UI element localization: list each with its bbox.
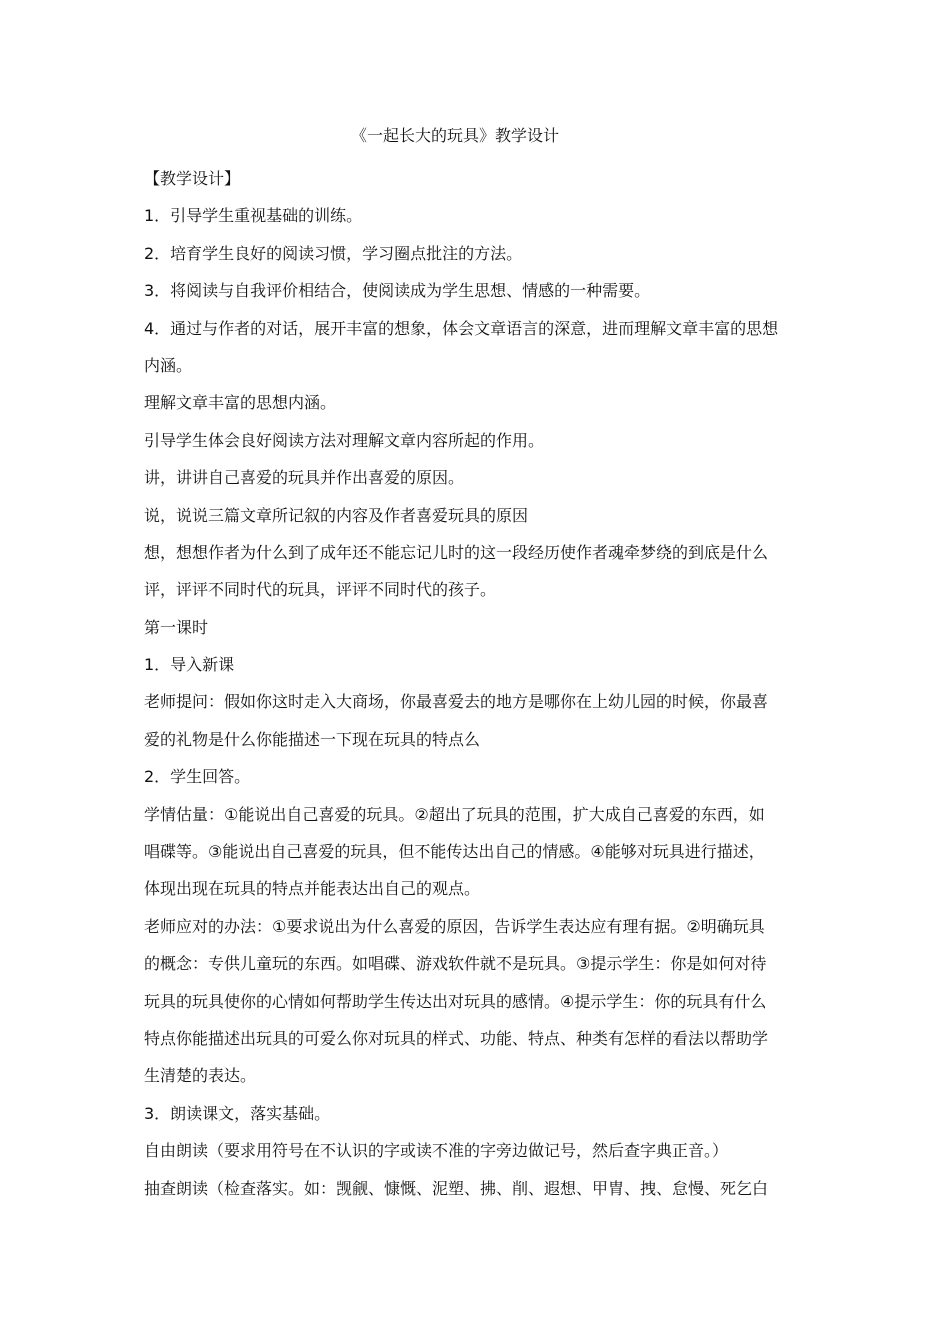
paragraph-line: 玩具的玩具使你的心情如何帮助学生传达出对玩具的感情。④提示学生：你的玩具有什么 (144, 991, 767, 1011)
paragraph-line: 抽查朗读（检查落实。如：觊觎、慷慨、泥塑、拂、削、遐想、甲胄、拽、怠慢、死乞白 (144, 1178, 769, 1198)
paragraph-line: 4．通过与作者的对话，展开丰富的想象，体会文章语言的深意，进而理解文章丰富的思想 (144, 318, 779, 338)
paragraph-line: 2．培育学生良好的阅读习惯，学习圈点批注的方法。 (144, 243, 523, 263)
paragraph-line: 1．导入新课 (144, 655, 235, 675)
paragraph-line: 3．朗读课文，落实基础。 (144, 1103, 331, 1123)
paragraph-line: 内涵。 (144, 355, 193, 375)
paragraph-line: 1．引导学生重视基础的训练。 (144, 206, 363, 226)
paragraph-line: 理解文章丰富的思想内涵。 (144, 393, 337, 413)
paragraph-line: 老师应对的办法：①要求说出为什么喜爱的原因，告诉学生表达应有理有据。②明确玩具 (144, 916, 765, 936)
paragraph-line: 说，说说三篇文章所记叙的内容及作者喜爱玩具的原因 (144, 505, 529, 525)
section-heading: 【教学设计】 (144, 169, 241, 188)
paragraph-line: 评，评评不同时代的玩具，评评不同时代的孩子。 (144, 580, 497, 600)
paragraph-line: 3．将阅读与自我评价相结合，使阅读成为学生思想、情感的一种需要。 (144, 281, 651, 301)
paragraph-line: 生清楚的表达。 (144, 1066, 257, 1086)
paragraph-line: 引导学生体会良好阅读方法对理解文章内容所起的作用。 (144, 430, 545, 450)
paragraph-line: 学情估量：①能说出自己喜爱的玩具。②超出了玩具的范围，扩大成自己喜爱的东西，如 (144, 804, 765, 824)
paragraph-line: 讲，讲讲自己喜爱的玩具并作出喜爱的原因。 (144, 468, 465, 488)
document-body (144, 160, 812, 1207)
paragraph-line: 2．学生回答。 (144, 767, 251, 787)
document-title: 《一起长大的玩具》教学设计 (350, 126, 559, 145)
paragraph-line: 体现出现在玩具的特点并能表达出自己的观点。 (144, 879, 481, 899)
paragraph-line: 自由朗读（要求用符号在不认识的字或读不准的字旁边做记号，然后查字典正音。） (144, 1141, 729, 1161)
section-heading: 第一课时 (144, 617, 209, 637)
paragraph-line: 爱的礼物是什么你能描述一下现在玩具的特点么 (144, 729, 481, 749)
paragraph-line: 老师提问：假如你这时走入大商场，你最喜爱去的地方是哪你在上幼儿园的时候，你最喜 (144, 692, 769, 712)
paragraph-line: 想，想想作者为什么到了成年还不能忘记儿时的这一段经历使作者魂牵梦绕的到底是什么 (144, 542, 769, 562)
paragraph-line: 特点你能描述出玩具的可爱么你对玩具的样式、功能、特点、种类有怎样的看法以帮助学 (144, 1028, 769, 1048)
paragraph-line: 的概念：专供儿童玩的东西。如唱碟、游戏软件就不是玩具。③提示学生：你是如何对待 (144, 954, 767, 974)
paragraph-line: 唱碟等。③能说出自己喜爱的玩具，但不能传达出自己的情感。④能够对玩具进行描述， (144, 842, 765, 862)
